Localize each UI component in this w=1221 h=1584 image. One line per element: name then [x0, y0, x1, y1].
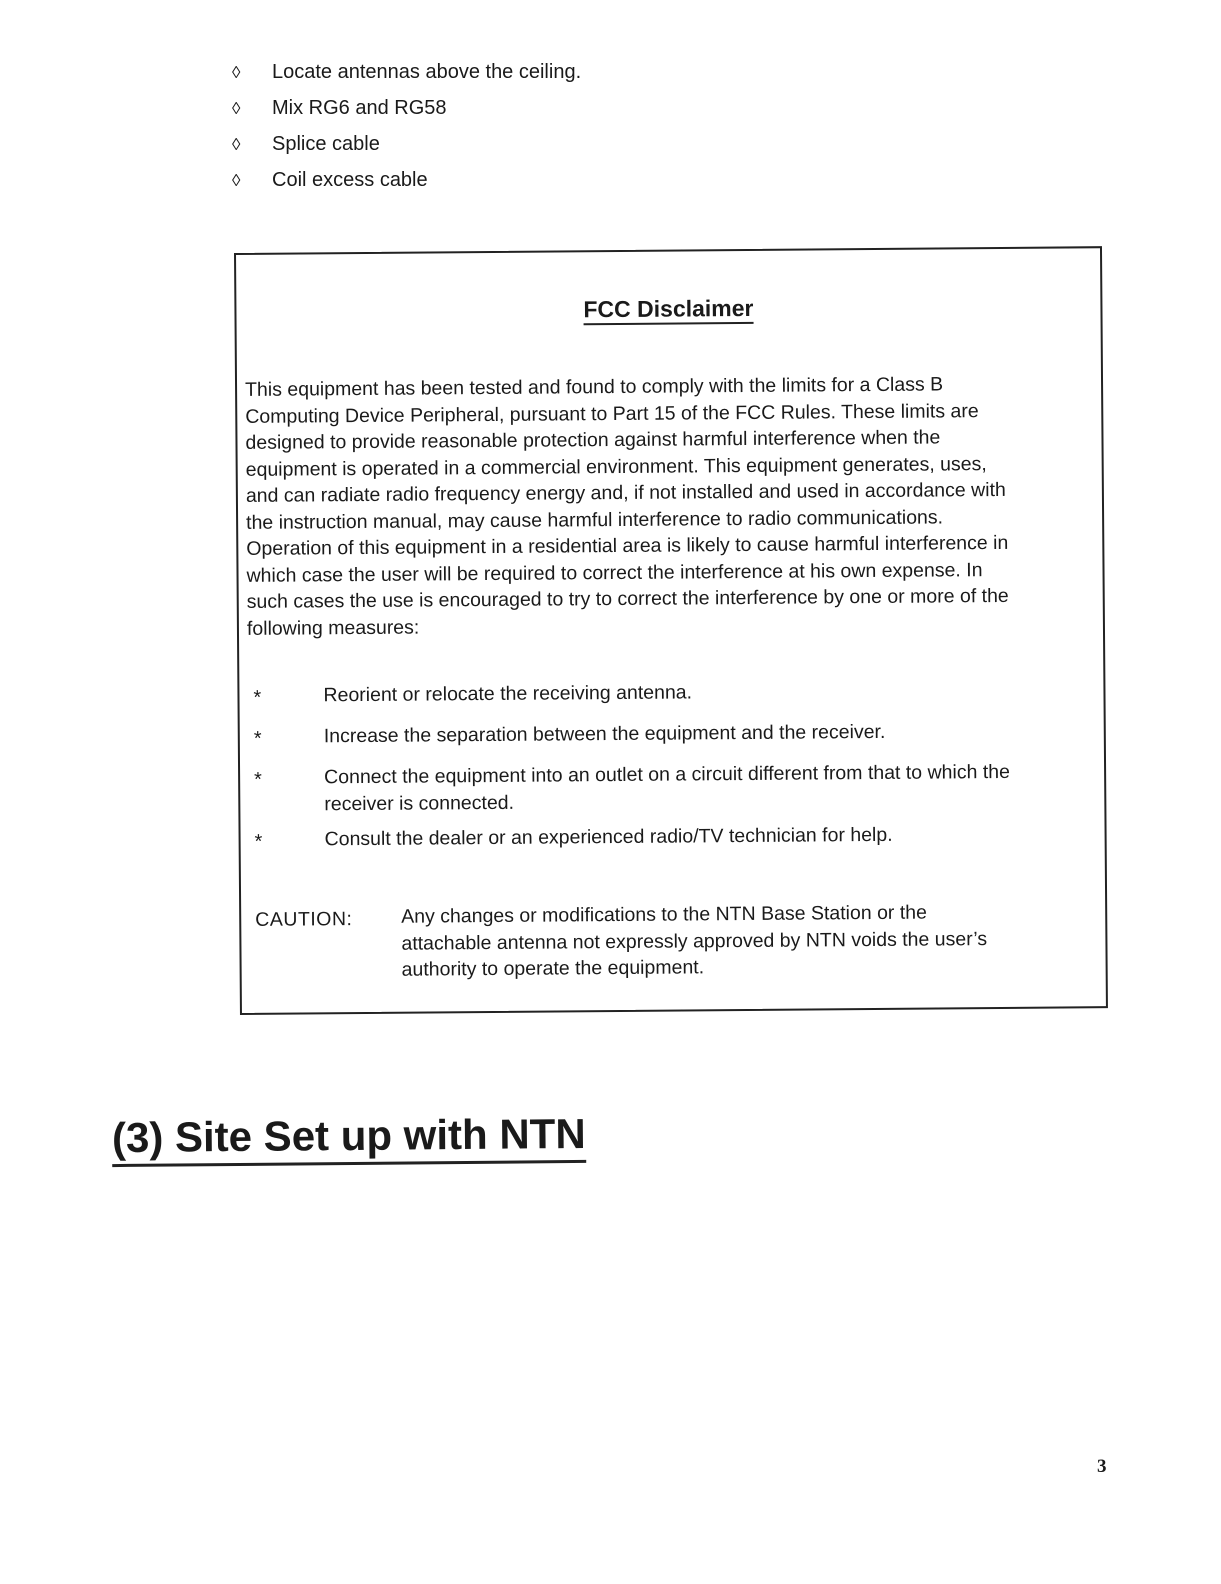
- list-item-text: Splice cable: [272, 133, 380, 155]
- measure-text: Increase the separation between the equipment and the receiver.: [323, 720, 886, 748]
- measure-item: [253, 676, 1083, 710]
- measure-item: [255, 820, 1085, 854]
- body-line: which case the user will be required to correct the interference at his own expense. In: [246, 558, 983, 587]
- measure-item: [254, 758, 1084, 819]
- diamond-bullet-icon: ◊: [232, 99, 241, 118]
- fcc-body-paragraph: [245, 370, 1087, 642]
- body-line: designed to provide reasonable protection against harmful interference when the: [245, 426, 941, 454]
- asterisk-bullet-icon: *: [254, 768, 263, 791]
- body-line: Operation of this equipment in a residential area is likely to cause harmful interference in: [246, 531, 1009, 560]
- body-line: and can radiate radio frequency energy and, if not installed and used in accordance with: [245, 478, 1006, 507]
- diamond-bullet-icon: ◊: [232, 135, 241, 154]
- body-line: such cases the use is encouraged to try to correct the interference by one or more of the: [246, 584, 1009, 613]
- asterisk-bullet-icon: *: [254, 830, 263, 853]
- fcc-disclaimer-box: [234, 246, 1108, 1015]
- body-line: following measures:: [246, 616, 420, 640]
- body-line: Computing Device Peripheral, pursuant to Part 15 of the FCC Rules. These limits are: [245, 399, 979, 428]
- asterisk-bullet-icon: *: [253, 727, 262, 750]
- caution-label: CAUTION:: [255, 908, 353, 931]
- body-line: equipment is operated in a commercial environment. This equipment generates, uses,: [245, 452, 987, 481]
- diamond-bullet-icon: ◊: [232, 171, 241, 190]
- caution-line: Any changes or modifications to the NTN Base Station or the: [401, 901, 927, 928]
- fcc-title-text: FCC Disclaimer: [583, 295, 753, 325]
- caution-line: authority to operate the equipment.: [401, 956, 705, 981]
- fcc-title: [236, 292, 1100, 326]
- caution-note: [255, 898, 1086, 984]
- measure-item: [254, 717, 1084, 751]
- list-item-text: Locate antennas above the ceiling.: [272, 61, 582, 83]
- asterisk-bullet-icon: *: [253, 686, 262, 709]
- body-line: This equipment has been tested and found to comply with the limits for a Class B: [244, 373, 944, 401]
- measure-text: Reorient or relocate the receiving antenna.: [323, 681, 693, 707]
- caution-text: [401, 898, 1086, 983]
- diamond-bullet-icon: ◊: [232, 63, 241, 82]
- measures-list: [253, 676, 1084, 854]
- body-line: the instruction manual, may cause harmful interference to radio communications.: [246, 505, 944, 534]
- measure-text: Connect the equipment into an outlet on a circuit different from that to which the receiver is connected.: [324, 760, 1010, 816]
- measure-text: Consult the dealer or an experienced radio/TV technician for help.: [324, 823, 893, 851]
- section-heading: (3) Site Set up with NTN: [112, 1108, 586, 1167]
- list-item-text: Coil excess cable: [272, 169, 428, 191]
- caution-line: attachable antenna not expressly approved by NTN voids the user’s: [401, 927, 988, 955]
- list-item-text: Mix RG6 and RG58: [272, 97, 447, 119]
- page-number: 3: [1097, 1456, 1107, 1477]
